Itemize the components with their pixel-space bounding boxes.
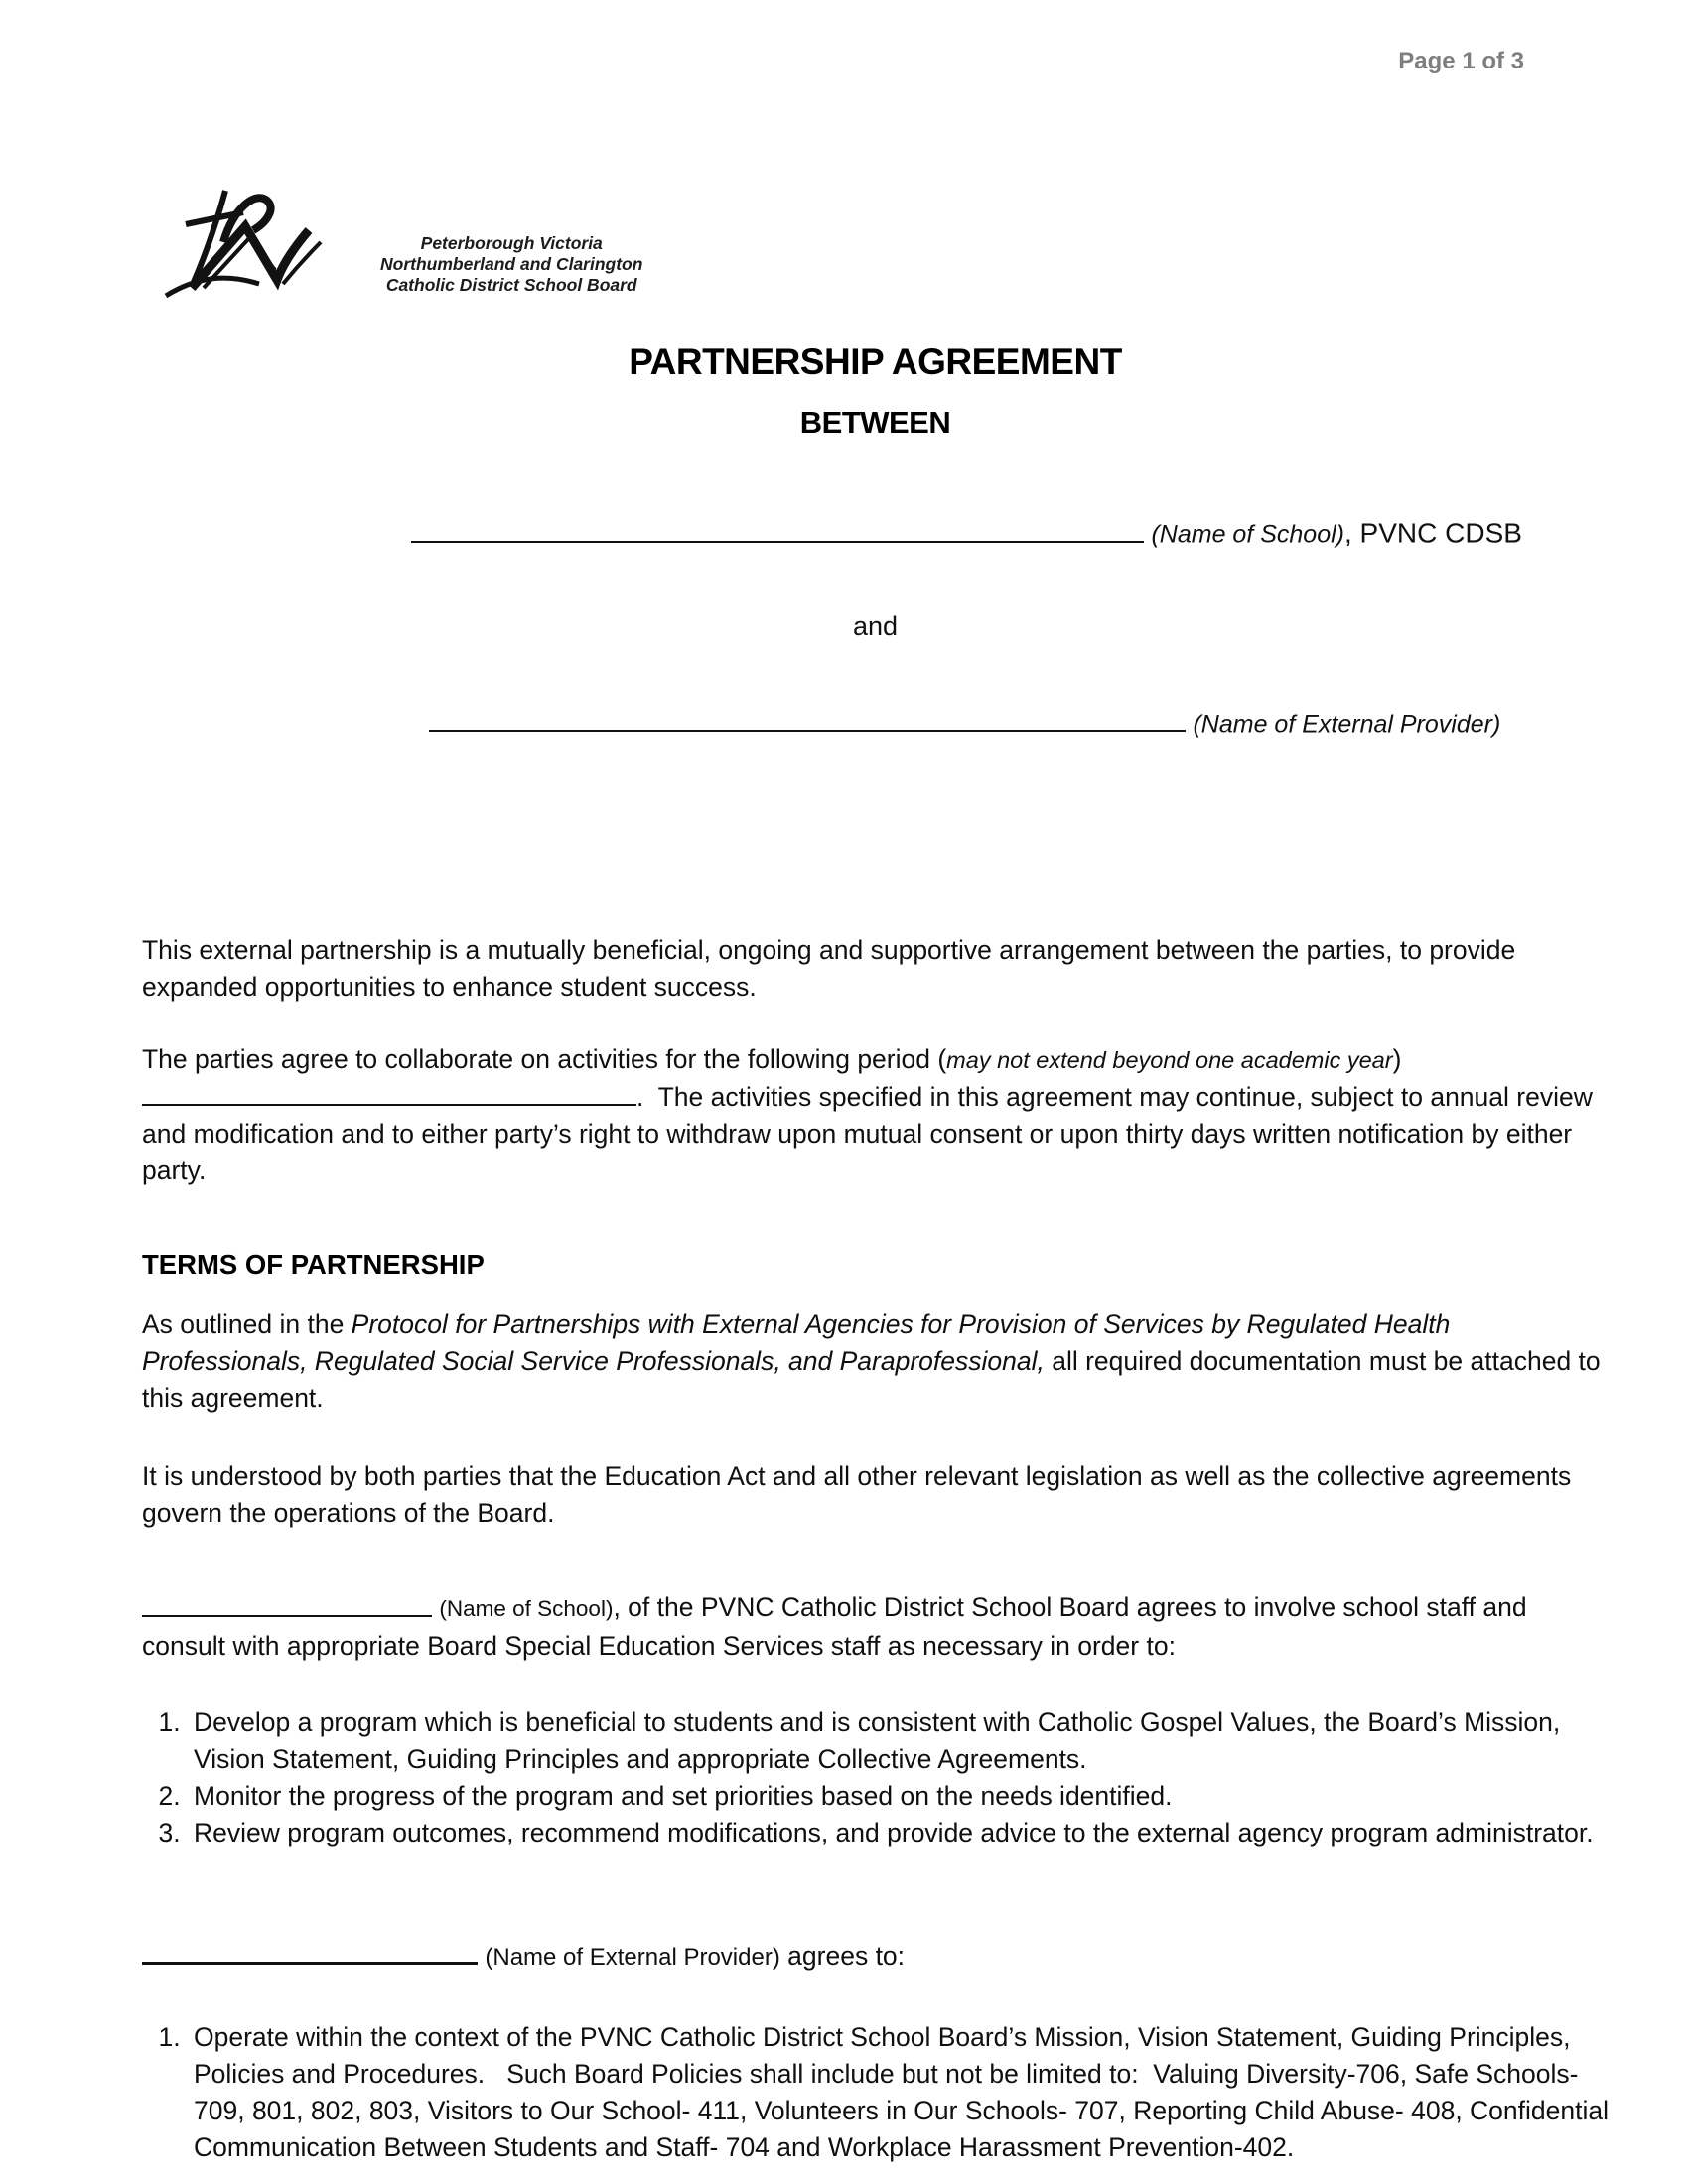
board-logo-line1: Peterborough Victoria bbox=[420, 233, 603, 253]
intro-paragraph: This external partnership is a mutually beneficial, ongoing and supportive arrangement between the parties, to provide expanded opportunities to enhance student success. bbox=[142, 935, 1523, 1003]
page-number: Page 1 of 3 bbox=[1398, 48, 1524, 74]
period-paragraph bbox=[142, 1041, 1609, 1189]
school-name-label: (Name of School) bbox=[1151, 520, 1344, 549]
provider-name-blank bbox=[429, 704, 1186, 733]
school-agrees-line bbox=[142, 1589, 1609, 1664]
provider-agrees-blank bbox=[142, 1937, 478, 1965]
provider-agrees-text: agrees to: bbox=[779, 1940, 906, 1971]
conjunction-and: and bbox=[852, 611, 899, 641]
terms-heading: TERMS OF PARTNERSHIP bbox=[142, 1249, 485, 1281]
school-agrees-blank bbox=[142, 1589, 432, 1616]
provider-name-line bbox=[382, 672, 1609, 771]
board-logo-line2: Northumberland and Clarington bbox=[380, 254, 643, 274]
provider-name-label: (Name of External Provider) bbox=[1193, 710, 1501, 739]
document-subtitle: BETWEEN bbox=[799, 405, 951, 440]
board-logo bbox=[164, 185, 1609, 302]
document-title: PARTNERSHIP AGREEMENT bbox=[629, 341, 1122, 382]
board-logo-text bbox=[380, 233, 642, 296]
education-act-paragraph: It is understood by both parties that the Education Act and all other relevant legislation as well as the collective agreements govern the operations of the Board. bbox=[142, 1461, 1579, 1529]
period-lead: The parties agree to collaborate on activities for the following period ( bbox=[142, 1044, 947, 1075]
provider-agree-list bbox=[142, 2019, 1617, 2166]
school-agree-list bbox=[142, 1705, 1609, 1851]
school-name-line bbox=[364, 482, 1609, 582]
period-rest: . The activities specified in this agreement may continue, subject to annual review and modification and to either party’s right to withdraw upon mutual consent or upon thirty days written notification by either party. bbox=[142, 1082, 1601, 1186]
provider-agree-item-1: 1. Operate within the context of the PVNC Catholic District School Board’s Mission, Vision Statement, Guiding Principles, Policies and Procedures. Such Board Policies shall include but not be limited to: Valuing Diversity-706, Safe Schools-709, 801, 802, 803, Visitors to Our School- 411, Volunteers in Our Schools- 707, Reporting Child Abuse- 408, Confidential Communication Between Students and Staff- 704 and Workplace Harassment Prevention-402. bbox=[188, 2019, 1609, 2166]
board-logo-icon bbox=[164, 185, 362, 302]
period-italic-note: may not extend beyond one academic year bbox=[946, 1047, 1393, 1074]
protocol-lead: As outlined in the bbox=[142, 1309, 352, 1340]
school-name-suffix: , PVNC CDSB bbox=[1344, 517, 1522, 549]
period-blank bbox=[142, 1079, 636, 1106]
provider-agrees-label: (Name of External Provider) bbox=[485, 1943, 780, 1971]
school-name-blank bbox=[411, 514, 1144, 543]
board-logo-line3: Catholic District School Board bbox=[385, 275, 637, 295]
school-agrees-text: , of the PVNC Catholic District School Board agrees to involve school staff and consult with appropriate Board Special Education Services staff as necessary in order to: bbox=[142, 1592, 1534, 1661]
school-agrees-label: (Name of School) bbox=[439, 1596, 614, 1622]
protocol-paragraph bbox=[142, 1306, 1609, 1417]
protocol-rest: all required documentation must be attached to this agreement. bbox=[142, 1346, 1609, 1414]
provider-agrees-line bbox=[142, 1937, 1609, 1976]
school-agree-item-3: 3. Review program outcomes, recommend modifications, and provide advice to the external agency program administrator. bbox=[188, 1815, 1609, 1851]
protocol-title-italic: Protocol for Partnerships with External Agencies for Provision of Services by Regulated Health Professionals, Regulated Social Service Professionals, and Paraprofessional, bbox=[142, 1309, 1458, 1377]
school-agree-item-1: 1. Develop a program which is beneficial to students and is consistent with Catholic Gospel Values, the Board’s Mission, Vision Statement, Guiding Principles and appropriate Collective Agreements. bbox=[188, 1705, 1609, 1778]
period-close-paren: ) bbox=[1392, 1044, 1402, 1075]
school-agree-item-2: 2. Monitor the progress of the program and set priorities based on the needs identified. bbox=[188, 1778, 1609, 1815]
